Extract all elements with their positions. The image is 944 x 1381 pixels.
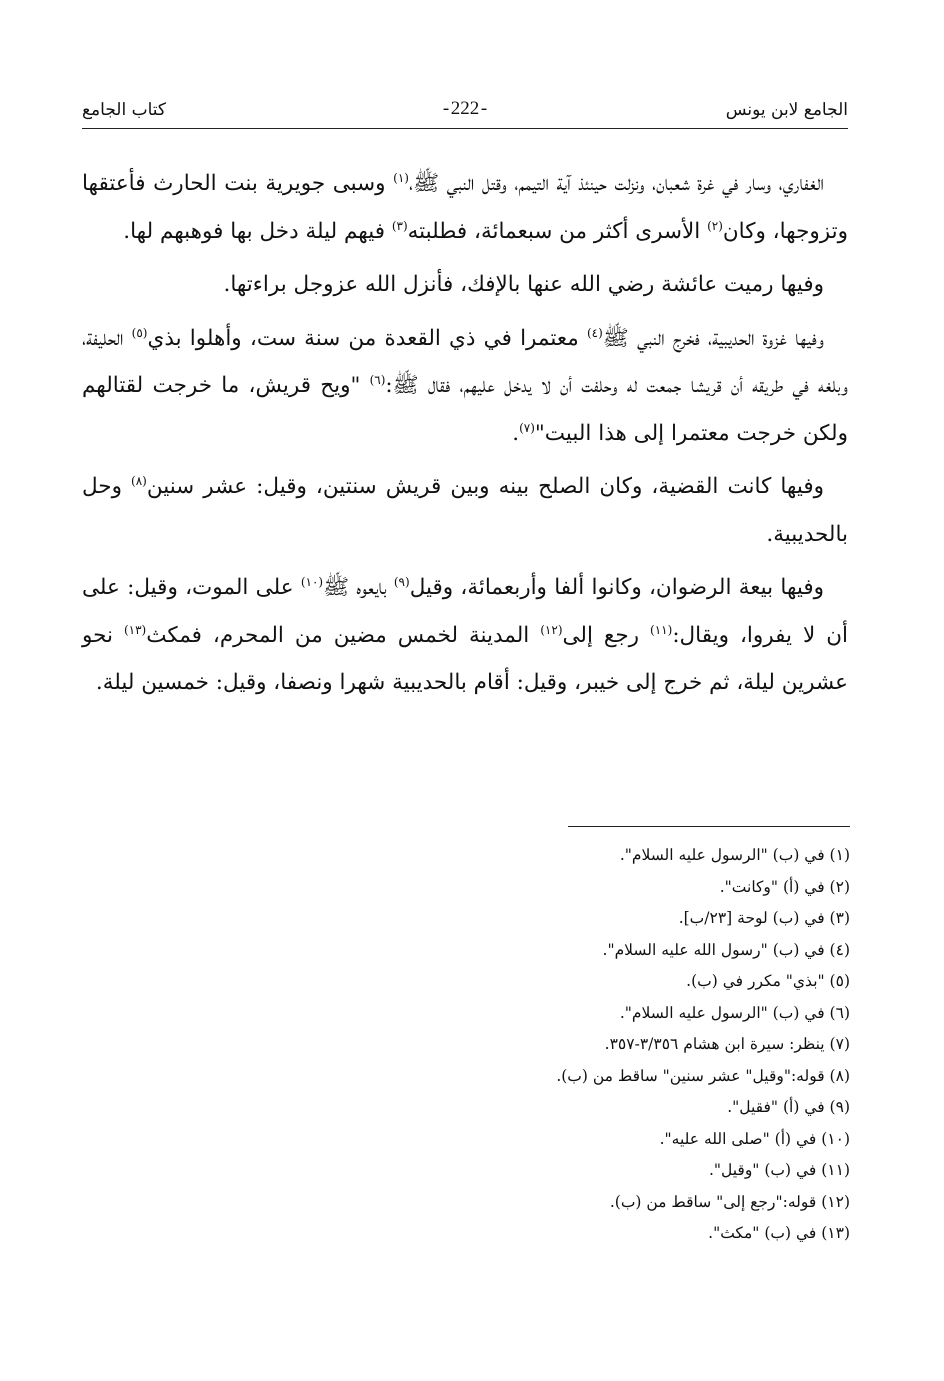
text-segment: معتمرا في ذي القعدة من سنة ست، وأهلوا بذي bbox=[147, 325, 587, 351]
footnote-item: (١١) في (ب) "وقيل". bbox=[708, 1161, 850, 1179]
footnote-marker: (١) bbox=[393, 170, 409, 185]
text-segment: وفيها بيعة الرضوان، وكانوا ألفا وأربعمائة، وقيل bbox=[409, 575, 825, 600]
footnote-item: (٨) قوله:"وقيل" عشر سنين" ساقط من (ب). bbox=[556, 1066, 850, 1085]
footnote-marker: (١٢) bbox=[540, 622, 563, 637]
footnote-marker: (٧) bbox=[519, 420, 535, 435]
footnote-marker: (٥) bbox=[131, 325, 148, 340]
footnote-marker: (٣) bbox=[391, 218, 408, 233]
page-number: - 222 - bbox=[442, 98, 488, 119]
text-segment: المدينة لخمس مضين من المحرم، فمكث bbox=[146, 622, 541, 648]
text-segment: الغفاري، وسار في غرة شعبان، ونزلت حينئذ آية التيمم، وقتل النبي ﷺ، bbox=[408, 171, 824, 196]
footnote-separator bbox=[568, 826, 850, 827]
footnote-marker: (٩) bbox=[393, 574, 410, 589]
footnote-item: (٦) في (ب) "الرسول عليه السلام". bbox=[619, 1003, 850, 1022]
footnote-item: (٩) في (أ) "فقيل". bbox=[727, 1098, 850, 1116]
running-header bbox=[82, 98, 848, 129]
paragraph bbox=[82, 160, 848, 255]
footnote-item: (١) في (ب) "الرسول عليه السلام". bbox=[619, 846, 850, 864]
footnote-item: (١٢) قوله:"رجع إلى" ساقط من (ب). bbox=[609, 1192, 850, 1211]
text-segment: . bbox=[512, 420, 520, 446]
text-segment: على الموت، وقيل: على أن لا يفروا، ويقال: bbox=[82, 575, 848, 648]
footnote-marker: (٤) bbox=[586, 325, 603, 340]
main-text bbox=[82, 160, 848, 713]
footnotes bbox=[450, 840, 850, 1250]
book-title: الجامع لابن يونس bbox=[725, 100, 848, 120]
text-segment: بايعوه ﷺ bbox=[323, 575, 394, 600]
footnote-marker: (١٣) bbox=[123, 622, 147, 637]
footnote-item: (٧) ينظر: سيرة ابن هشام ٣/٣٥٦-٣٥٧. bbox=[604, 1035, 850, 1053]
footnote-item: (٤) في (ب) "رسول الله عليه السلام". bbox=[602, 940, 850, 959]
text-segment: وحل بالحديبية. bbox=[82, 474, 848, 547]
footnote-marker: (٦) bbox=[369, 372, 386, 387]
text-segment: الأسرى أكثر من سبعمائة، فطلبته bbox=[407, 218, 708, 244]
footnote-marker: (٨) bbox=[131, 473, 147, 488]
footnote-item: (٣) في (ب) لوحة [٢٣/ب]. bbox=[678, 909, 850, 927]
text-segment: وفيها رميت عائشة رضي الله عنها بالإفك، فأنزل الله عزوجل براءتها. bbox=[223, 272, 824, 297]
section-title: كتاب الجامع bbox=[82, 100, 167, 120]
paragraph bbox=[82, 463, 848, 558]
paragraph bbox=[82, 261, 848, 309]
footnote-marker: (١٠) bbox=[300, 574, 324, 589]
text-segment: وفيها غزوة الحديبية، فخرج النبي ﷺ bbox=[602, 325, 824, 351]
footnote-marker: (١١) bbox=[650, 622, 673, 637]
paragraph bbox=[82, 315, 848, 458]
text-segment: وفيها كانت القضية، وكان الصلح بينه وبين قريش سنتين، وقيل: عشر سنين bbox=[146, 474, 824, 499]
text-segment: رجع إلى bbox=[562, 622, 651, 648]
footnote-item: (٥) "بذي" مكرر في (ب). bbox=[686, 972, 850, 990]
footnote-marker: (٢) bbox=[707, 218, 723, 233]
text-segment: "ويح قريش، ما خرجت لقتالهم ولكن خرجت معتمرا إلى هذا البيت" bbox=[82, 373, 848, 446]
text-segment: وسبى جويرية بنت الحارث فأعتقها وتزوجها، وكان bbox=[82, 171, 848, 244]
footnote-item: (١٠) في (أ) "صلى الله عليه". bbox=[659, 1129, 850, 1148]
footnote-item: (١٣) في (ب) "مكث". bbox=[708, 1224, 850, 1242]
text-segment: نحو عشرين ليلة، ثم خرج إلى خيبر، وقيل: أقام بالحديبية شهرا ونصفا، وقيل: خمسين ليلة. bbox=[82, 622, 848, 695]
text-segment: فيهم ليلة دخل بها فوهبهم لها. bbox=[123, 218, 392, 244]
text-segment: الحليفة، وبلغه في طريقه أن قريشا جمعت له وحلفت أن لا يدخل عليهم، فقال ﷺ: bbox=[82, 325, 848, 398]
footnote-item: (٢) في (أ) "وكانت". bbox=[719, 877, 850, 896]
paragraph bbox=[82, 564, 848, 707]
